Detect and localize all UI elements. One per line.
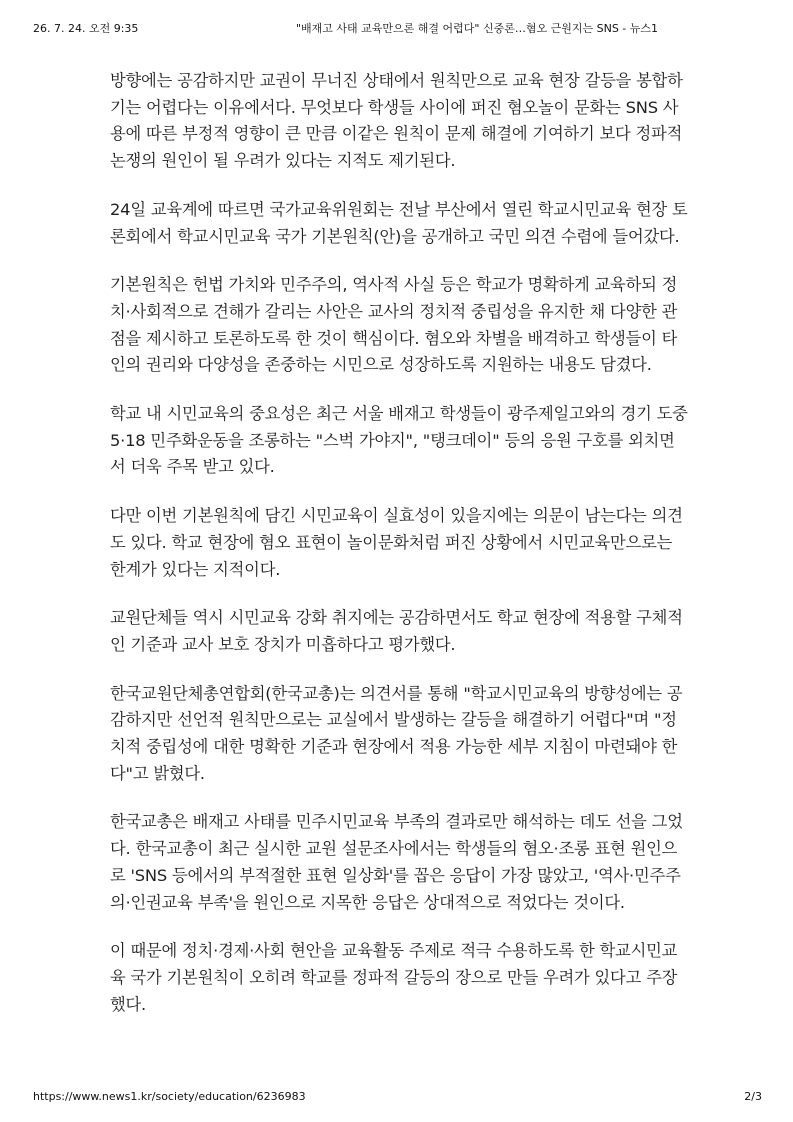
article-body (110, 68, 690, 1040)
page-number: 2/3 (744, 1090, 762, 1103)
print-header (0, 0, 793, 40)
article-paragraph-8: 한국교총은 배재고 사태를 민주시민교육 부족의 결과로만 해석하는 데도 선을 그었다. 한국교총이 최근 실시한 교원 설문조사에서는 학생들의 혐오·조롱 표현 원인으로 'SNS 등에서의 부적절한 표현 일상화'를 꼽은 응답이 가장 많았고, '역사·민주주의·인권교육 부족'을 원인으로 지목한 응답은 상대적으로 적었다는 것이다. (110, 812, 683, 912)
article-paragraph-6: 교원단체들 역시 시민교육 강화 취지에는 공감하면서도 학교 현장에 적용할 구체적인 기준과 교사 보호 장치가 미흡하다고 평가했다. (110, 608, 683, 654)
article-paragraph-9: 이 때문에 정치·경제·사회 현안을 교육활동 주제로 적극 수용하도록 한 학교시민교육 국가 기본원칙이 오히려 학교를 정파적 갈등의 장으로 만들 우려가 있다고 주장했다. (110, 941, 678, 1014)
article-paragraph-2: 24일 교육계에 따르면 국가교육위원회는 전날 부산에서 열린 학교시민교육 현장 토론회에서 학교시민교육 국가 기본원칙(안)을 공개하고 국민 의견 수렴에 들어갔다. (110, 199, 688, 246)
print-footer (0, 1090, 793, 1120)
article-paragraph-1: 방향에는 공감하지만 교권이 무너진 상태에서 원칙만으로 교육 현장 갈등을 봉합하기는 어렵다는 이유에서다. 무엇보다 학생들 사이에 퍼진 혐오놀이 문화는 SNS 사용에 따른 부정적 영향이 큰 만큼 이같은 원칙이 문제 해결에 기여하기 보다 정파적 논쟁의 원인이 될 우려가 있다는 지적도 제기된다. (110, 71, 683, 171)
page-url: https://www.news1.kr/society/education/6236983 (33, 1090, 306, 1103)
article-paragraph-7: 한국교원단체총연합회(한국교총)는 의견서를 통해 "학교시민교육의 방향성에는 공감하지만 선언적 원칙만으로는 교실에서 발생하는 갈등을 해결하기 어렵다"며 "정치적 중립성에 대한 명확한 기준과 현장에서 적용 가능한 세부 지침이 마련돼야 한다"고 밝혔다. (110, 683, 683, 783)
article-paragraph-4: 학교 내 시민교육의 중요성은 최근 서울 배재고 학생들이 광주제일고와의 경기 도중 5·18 민주화운동을 조롱하는 "스벅 가야지", "탱크데이" 등의 응원 구호를 외치면서 더욱 주목 받고 있다. (110, 404, 688, 477)
article-paragraph-3: 기본원칙은 헌법 가치와 민주주의, 역사적 사실 등은 학교가 명확하게 교육하되 정치·사회적으로 견해가 갈리는 사안은 교사의 정치적 중립성을 유지한 채 다양한 관점을 제시하고 토론하도록 한 것이 핵심이다. 혐오와 차별을 배격하고 학생들이 타인의 권리와 다양성을 존중하는 시민으로 성장하도록 지원하는 내용도 담겼다. (110, 275, 678, 375)
print-page-title: "배재고 사태 교육만으론 해결 어렵다" 신중론…혐오 근원지는 SNS - 뉴스1 (296, 22, 659, 35)
print-date: 26. 7. 24. 오전 9:35 (33, 22, 139, 35)
article-paragraph-5: 다만 이번 기본원칙에 담긴 시민교육이 실효성이 있을지에는 의문이 남는다는 의견도 있다. 학교 현장에 혐오 표현이 놀이문화처럼 퍼진 상황에서 시민교육만으로는 한계가 있다는 지적이다. (110, 506, 683, 579)
